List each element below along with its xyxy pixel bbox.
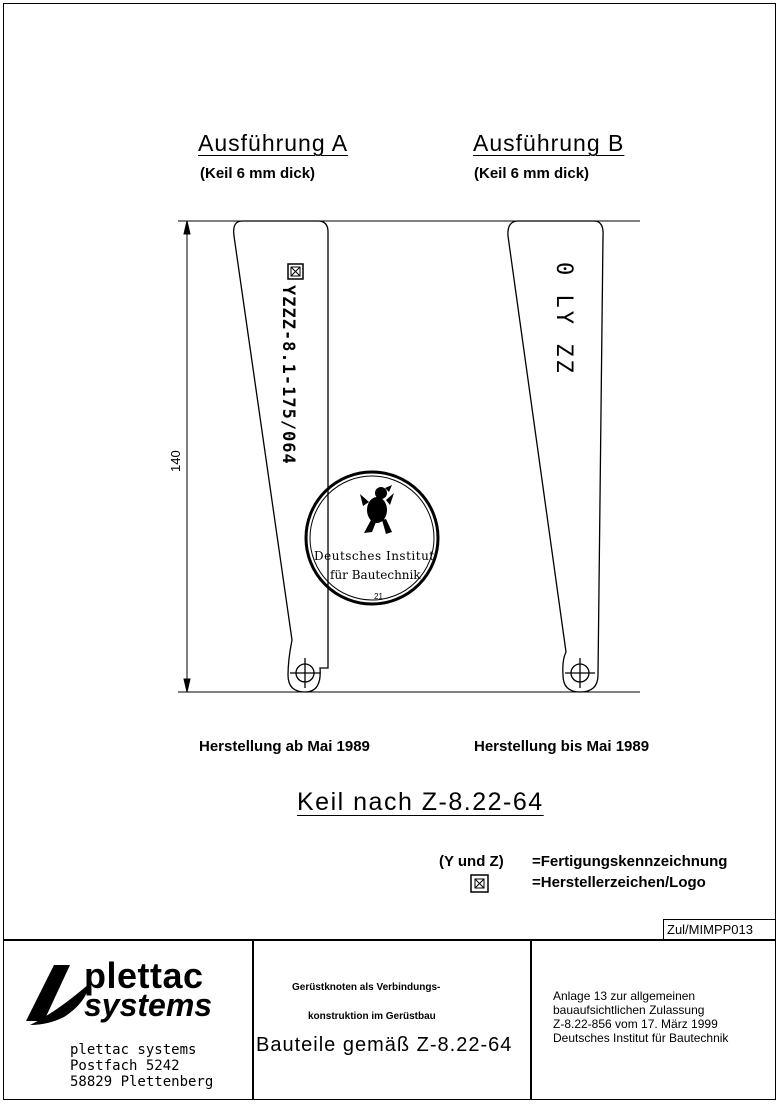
stamp-number: 21 [374,592,383,601]
drawing-code: Zul/MIMPP013 [663,919,776,940]
legend-yz-description: =Fertigungskennzeichnung [532,853,728,870]
title-block-divider-1 [252,939,254,1100]
production-variant-a: Herstellung ab Mai 1989 [199,738,370,755]
legend-yz-label: (Y und Z) [439,853,504,870]
production-variant-b: Herstellung bis Mai 1989 [474,738,650,755]
center-title: Bauteile gemäß Z-8.22-64 [256,1034,513,1056]
marking-variant-a: YZZZ-8.1-175/064 [278,285,298,465]
dimension-label: 140 [168,450,183,472]
stamp-line1: Deutsches Institut [314,549,435,563]
heading-variant-a: Ausführung A [198,130,349,156]
marking-variant-b: 0 LY ZZ [551,262,576,376]
address-line3: 58829 Plettenberg [70,1074,214,1090]
bear-emblem-icon [360,485,394,534]
brand-line1: plettac [84,955,204,996]
legend-logo-description: =Herstellerzeichen/Logo [532,874,706,891]
manufacturer-logo-icon [288,264,303,279]
approval-line1: Anlage 13 zur allgemeinen [553,989,696,1003]
approval-line4: Deutsches Institut für Bautechnik [553,1031,729,1045]
brand-line2: systems [84,987,213,1023]
approval-line3: Z-8.22-856 vom 17. März 1999 [553,1017,718,1031]
address-line2: Postfach 5242 [70,1058,180,1074]
center-line1: Gerüstknoten als Verbindungs- [292,982,441,993]
subheading-variant-b: (Keil 6 mm dick) [474,165,590,182]
approval-line2: bauaufsichtlichen Zulassung [553,1003,705,1017]
address-line1: plettac systems [70,1042,197,1058]
legend-logo-icon [470,874,490,894]
dibt-stamp [306,472,438,604]
title-block-divider-2 [530,939,532,1100]
drawing-title: Keil nach Z-8.22-64 [297,788,544,816]
stamp-line2: für Bautechnik [330,568,421,582]
heading-variant-b: Ausführung B [473,130,625,156]
subheading-variant-a: (Keil 6 mm dick) [200,165,316,182]
title-block-top-border [3,939,776,941]
center-line2: konstruktion im Gerüstbau [308,1011,436,1022]
